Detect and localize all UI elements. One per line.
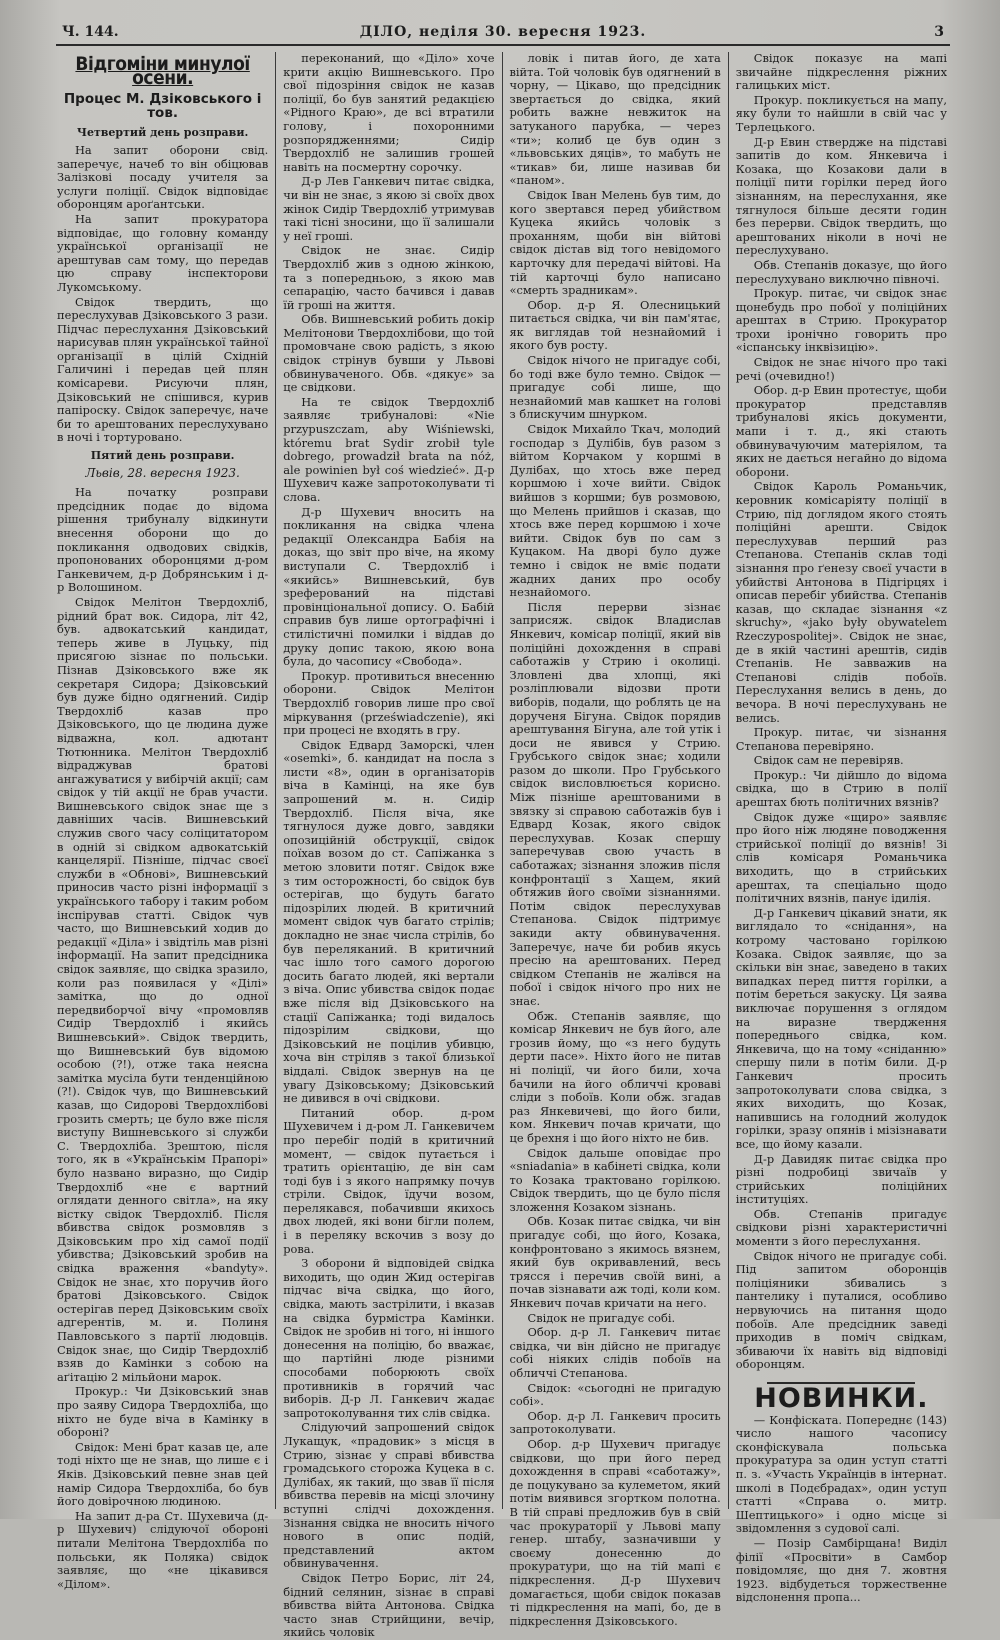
paragraph: Свідок не знає нічого про такі речі (очевидно!) (735, 355, 947, 383)
paragraph: переконаний, що «Діло» хоче крити акцію Вишневського. Про свої підозріння свідок не казав поліції, бо був занятий редакцією «Рідного Краю», де всі втратили голову, і похоронними розпорядженнями; Сидір Твердохліб не залишив грошей навіть на посмертну сорочку. (283, 51, 495, 174)
news-section-title: НОВИНКИ. (754, 1383, 929, 1414)
paragraph: Обв. Степанів доказує, що його переслухувано виключно півночі. (735, 257, 947, 286)
paragraph: Свідок не пригадує собі. (527, 1310, 676, 1325)
paragraph: Прокур.: Чи дійшло до відома свідка, що в Стрию в полії арештах бють політичних вязнів? (735, 767, 947, 810)
paragraph: Свідок Петро Борис, літ 24, бідний селянин, зізнає в справі вбивства війта Антонова. Свідка часто знав Стрийщини, вечір, якийсь чоловік (283, 1570, 495, 1640)
day-label: Пятий день розправи. (90, 449, 235, 463)
paragraph: Свідок нічого не пригадує собі. Під запитом оборонців поліціяники збивались з пантелику і путалися, особливо нервуючись на питання щодо побоїв. Але предсідник заведі приходив в поміч свідкам, збиваючи їх навіть від відповіді оборонцям. (735, 1248, 947, 1372)
paragraph: Свідок Михайло Ткач, молодий господар з Дулібів, був разом з війтом Корчаком у коршмі в Дулібах, що хтось вже перед коршмою і хоче вийти. Свідок вийшов з коршми; був розмовою, що Мелень прийшов і сказав, що хтось вже перед коршмою і хоче вийти. Свідок був по сам з Куцаком. На дворі було дуже темно і свідок не вміє подати жадних даних про особу незнайомого. (509, 422, 721, 600)
paragraph: Свідок дальше оповідає про «sniadania» в кабінеті свідка, коли то Козака трактовано горілкою. Свідок твердить, що це було після зложення Козаком зізнань. (509, 1145, 721, 1214)
column-4 (729, 51, 954, 1605)
issue-number: Ч. 144. (62, 24, 119, 40)
column-3 (503, 51, 729, 1628)
day-label: Четвертий день розправи. (76, 126, 249, 140)
paragraph: Прокур.: Чи Дзіковський знав про заяву Сидора Твердохліба, що ніхто не буде віча в Камінку в обороні? (57, 1384, 269, 1440)
column-2 (276, 51, 502, 1640)
page-number: 3 (934, 24, 944, 40)
paragraph: Свідок не знає. Сидір Твердохліб жив з одною жінкою, та з попередньою, з якою мав сепарацію, часто бачився і давав їй гроші на життя. (283, 243, 495, 312)
section-title: Відгоміни минулої осени. (75, 53, 250, 89)
paragraph: На те свідок Твердохліб заявляє трибуналові: «Nie przypuszczam, aby Wiśniewski, któremu brat Sydir zrobił tyle dobrego, prowadził brata na nóż, ale powinien był coś wiedzieć». Д-р Шухевич каже запротоколувати ті слова. (283, 394, 495, 504)
paragraph: Обор. д-р Шухевич пригадує свідкови, що при його перед дохождення в справі «саботажу», де поцукувано за кулеметом, який потім виявився згортком полотна. В тій справі предложив був в свій час прокураторії у Львові мапу генер. штабу, зазначивши у своєму донесенню до прокуратури, що на тій мапі є підкреслення. Д-р Шухевич домагається, щоби свідок показав ті підкреслення на мапі, бо, де в підкреслення Дзіковського. (509, 1436, 721, 1628)
paragraph: Слідуючий запрошений свідок Лукащук, «прадовик» з місця в Стрию, зізнає у справі вбивства громадського сторожа Куцека в с. Дулібах, як такий, що звав її після вбивства перевів на місці злочину вступні слідчі дохождення. Зізнання свідка не вносить нічого нового в опис подій, представлений актом обвинувачення. (283, 1420, 495, 1571)
article-columns (50, 51, 954, 1640)
paragraph: Свідок Едвард Заморскі, член «osemki», б. кандидат на посла з листи «8», один в організаторів віча в Камінці, на яке був запрошений м. н. Сидір Твердохліб. Після віча, яке тягнулося дуже довго, завдяки опозиційній обструкції, свідок поїхав возом до ст. Сапіжанка з метою зловити потяг. Свідок вже з тим осторожності, бо свідок був остерігав, що будуть багато підозрілих людей. В критичний момент свідок чув багато стрілів; докладно не знає числа стрілів, бо був переляканий. В критичний час ішло того самого дорогою досить багато людей, які вертали з віча. Опис убивства свідок подає вже після від Дзіковського на стації Сапіжанка; тоді видалось підозрілим свідкови, що Дзіковський не поцілив убивцю, хоча він стріляв з такої близької віддалі. Свідок звернув на це увагу Дзіковському; Дзіковський не дивився в очі свідкови. (283, 737, 495, 1106)
article-headline: Процес М. Дзіковського і тов. (63, 91, 262, 121)
paragraph: Д-р Евин ствердже на підставі запитів до ком. Янкевича і Козака, що Козакови дали в поліції пити горілки перед його зізнанням, на переслухання, яке тягнулося більше десяти годин без перерви. Свідок твердить, що арештованих ніколи в ночі не переслухувано. (735, 134, 947, 258)
paragraph: Свідок показує на мапі звичайне підкреслення ріжних галицьких міст. (735, 51, 947, 93)
paragraph: Свідок Іван Мелень був тим, до кого звертався перед убийством Куцека якийсь чоловік з проханням, щоби він війтові свідок дістав від того невідомого карточку для передачі війтові. На тій карточці було написано «смерть зрадникам». (509, 187, 721, 298)
paragraph: Після перерви зізнає заприсяж. свідок Владислав Янкевич, комісар поліції, який вів поліційні дохождення в справі саботажів у Стрию і околиці. Зловлені два хлопці, які розліплювали відозви проти виборів, подали, що роблять це на дорученя Бігуна. Свідок порядив арештування Бігуна, але той утік і доси не явився у Стрию. Грубського свідок знає; ходили разом до школи. Про Грубського свідок висловлюється корисно. Між пізніше арештованими в звязку зі справою саботажів був і Едвард Козак, якого свідок переслухував. Козак спершу заперечував свою участь в саботажах; зізнання зложив після конфронтації з Хащем, який обтяжив його своїми зізнаннями. Потім свідок переслухував Степанова. Свідок підтримує закиди акту обвинувачення. Заперечує, наче би робив якусь пресію на арештованих. Перед свідком Степанів не жалівся на побої і свідок нічого про них не знає. (509, 599, 721, 1008)
paragraph: Д-р Шухевич вносить на покликання на свідка члена редакції Олександра Бабія на доказ, що звіт про віче, на якому виступали С. Твердохліб і «якийсь» Вишневський, був зреферований на підставі провінціональної допису. О. Бабій справив був лише ортографічні і стилістичні помилки і віддав до друку допис такою, якою вона була, до часопису «Свобода». (283, 504, 495, 669)
paragraph: Обв. Вишневський робить докір Мелітонови Твердохлібови, що той промовчане свою радість, з якою свідок стрінув бувши у Львові обвинуваченого. Обв. «дякує» за це свідкови. (283, 312, 495, 395)
paragraph: Прокур. покликується на мапу, яку були то найшли в свій час у Терлецького. (735, 92, 947, 134)
paragraph: Свідок сам не перевіряв. (753, 753, 904, 768)
dateline: Львів, 28. вересня 1923. (85, 465, 240, 480)
paragraph: Свідок: Мені брат казав це, але тоді ніхто ще не знав, що лише є і Яків. Дзіковський певне знав цей намір Сидора Твердохліба, бо був його довірочною людиною. (57, 1439, 269, 1509)
paragraph: Обор. д-р Л. Ганкевич просить запротоколувати. (509, 1408, 721, 1437)
paragraph: Обж. Степанів заявляє, що комісар Янкевич не був його, але грозив йому, що «з него будуть дерти пасе». Ніхто його не питав ні поліції, чи його били, хоча бачили на його обличчі кроваві сліди з побоїв. Коли обж. згадав раз Янкевичеві, що його били, ком. Янкевич почав кричати, що це брехня і що його ніхто не бив. (509, 1008, 721, 1145)
paragraph: Свідок твердить, що переслухував Дзіковського 3 рази. Підчас переслухання Дзіковський нарисував плян української тайної організації в цілій Східній Галичині і передав цей плян комісареви. Рисуючи плян, Дзіковський не спішився, курив папіроску. Свідок заперечує, наче би то арештованих переслухувано в ночі і тортуровано. (57, 294, 269, 445)
newspaper-title-date: ДІЛО, неділя 30. вересня 1923. (359, 24, 647, 40)
paragraph: Свідок нічого не пригадує собі, бо тоді вже було темно. Свідок — пригадує собі лише, що незнайомий мав кашкет на голові з блискучим шнурком. (509, 353, 721, 422)
paragraph: Д-р Давидяк питає свідка про різні подробиці звичаїв у стрийських поліційних інституціях. (735, 1151, 947, 1207)
column-1 (50, 52, 276, 1591)
paragraph: Обв. Степанів пригадує свідкови різні характеристичні моменти з його переслухання. (735, 1206, 947, 1249)
paragraph: Д-р Лев Ганкевич питає свідка, чи він не знає, з якою зі своїх двох жінок Сидір Твердохліб утримував такі тісні зносини, що її залишали у неї гроші. (283, 174, 495, 243)
paragraph: Свідок дуже «щиро» заявляє про його ніж людяне поводження стрийської поліції до вязнів! Зі слів комісаря Романьчика виходить, що в стрийських арештах, та спеціально щодо політичних вязнів, панує ідилія. (735, 809, 947, 906)
paragraph: Обор. д-р Я. Олесницький питається свідка, чи він пам'ятає, як виглядав той незнайомий і якого був росту. (509, 297, 721, 353)
paragraph: На початку розправи предсідник подає до відома рішення трибуналу відкинути внесення оборони що до покликання одводових свідків, пропонованих оборонцями д-ром Ганкевичем, д-р Добрянським і д-р Волошином. (57, 485, 269, 595)
news-item: — Позір Самбірщана! Виділ філії «Просвіти» в Самбор повідомляє, що дня 7. жовтня 1923. відбудеться торжественне відслонення пропа... (735, 1535, 947, 1605)
paragraph: На запит оборони свід. заперечує, начеб то він обіцював Залізкові посаду учителя за услуги поліції. Свідок відповідає оборонцям ароґантськи. (57, 142, 269, 212)
paragraph: На запит д-ра Ст. Шухевича (д-р Шухевич) слідуючої обороні питали Мелітона Твердохліба по польськи, як Поляка) свідок заявляє, що «не цікавився «Ділом». (57, 1508, 269, 1591)
paragraph: Питаний обор. д-ром Шухевичем і д-ром Л. Ганкевичем про перебіг подій в критичний момент, — свідок путається і тратить орієнтацію, де він сам тоді був і з якого напрямку почув стріли. Свідок, їдучи возом, перелякався, побачивши якихось двох людей, які вони бігли полем, і в переляку вскочив з возу до рова. (283, 1105, 495, 1256)
paragraph: Прокур. питає, чи зізнання Степанова перевіряно. (735, 725, 947, 753)
paragraph: Д-р Ганкевич цікавий знати, як виглядало то «снідання», на котрому частовано горілкою Козака. Свідок заявляє, що за скільки він знає, заведено в таких випадках перед пиття горілки, а потім береться закуску. Ця заява виключає порушення з оглядом на виразне твердження попереднього свідка, ком. Янкевича, що на тому «сніданню» спершу пили в потім били. Д-р Ганкевич просить запротоколувати слова свідка, з яких виходить, що Козак, напившись на голодний жолудок горілки, зразу опянів і мізізнавати все, що йому казали. (735, 905, 947, 1151)
paragraph: Свідок: «сьогодні не пригадую собі». (509, 1380, 721, 1409)
paragraph: Обор. д-р Евин протестує, щоби прокуратор представляв трибуналові якісь документи, мапи і т. д., які стають обвинувачуючим матеріялом, та яких не дається негайно до відома оборони. (735, 383, 947, 479)
paragraph: На запит прокуратора відповідає, що головну команду української організації не арештував сам тому, що передав цю справу інспекторови Лукомському. (57, 211, 269, 294)
paragraph: Прокур. питає, чи свідок знає щонебудь про побої у поліційних арештах в Стрию. Прокуратор трохи іронічно говорить про «іспанську інквізицію». (735, 286, 947, 355)
paragraph: З оборони й відповідей свідка виходить, що один Жид остерігав підчас віча свідка, що його, свідка, мають застрілити, і вказав на свідка бурмістра Камінки. Свідок не зробив ні того, ні іншого донесення на поліцію, бо вважає, що партійні люде різними способами поборюють своїх противників в горячий час виборів. Д-р Л. Ганкевич жадає запротоколування тих слів свідка. (283, 1256, 495, 1420)
news-item: — Конфіската. Попереднє (143) число нашого часопису сконфіскувала польська прокуратура за один уступ статті п. з. «Участь Українців в інтернат. школі в Подєбрадах», один уступ статті «Справа о. митр. Шептицького» і одно місце зі звідомлення з судової салі. (735, 1412, 947, 1536)
paragraph: Свідок Мелітон Твердохліб, рідний брат вок. Сидора, літ 42, був. адвокатський кандидат, теперь живе в Луцьку, під присягою зізнає по польськи. Пізнав Дзіковського вже як секретаря Сидора; Дзіковський був дуже бідно одягнений. Сидір Твердохліб казав про Дзіковського, що це людина дуже відважна, кол. адютант Тютюнника. Мелітон Твердохліб відраджував братові ангажуватися у вибірчій акції; сам свідок у тій акції не брав участи. Вишневського свідок знає ще з давніших часів. Вишневський служив свого часу соліцитатором в одній зі свідком адвокатській канцелярії. Пізніше, підчас своєї служби в «Обнові», Вишневський приносив часто різні інформації з українського табору і таким робом інспірував статті. Свідок чув часто, що Вишневський ходив до редакції «Діла» і звідтіль мав різні інформації. На запит предсідника свідок заявляє, що свідка зразило, коли раз появилася у «Ділі» замітка, що до одної передвиборчої вічу «промовляв Сидір Твердохліб і якийсь Вишневський». Свідок твердить, що Вишневський був відомою особою (?!), отже така неясна замітка мусіла бути тенденційною (?!). Свідок чув, що Вишневський казав, що Сидорові Твердохлібові грозить смерть; це було вже після виступу Вишневського зі служби С. Твердохліба. Зрештою, після того, як в «Українськім Прапорі» було названо виразно, що Сидір Твердохліб «не є вартний оглядати денного світла», на яку вістку свідок Твердохліб. Після вбивства свідок розмовляв з Дзіковським про хід самої події убивства; Дзіковський зробив на свідка враження «bandyty». Свідок не знає, хто поручив його братові Дзіковського. Свідок остерігав перед Дзіковським своїх адгерентів, м. и. Полиня Павловського з партії людовців. Свідок знає, що Сидір Твердохліб взяв до Камінки з собою на аґітацію 2 мільйони марок. (57, 594, 269, 1384)
paragraph: Обв. Козак питає свідка, чи він пригадує собі, що його, Козака, конфронтовано з якимось вязнем, який був окривавлений, весь трясся і перечив своїй вині, а почав зізнавати аж тоді, коли ком. Янкевич почав кричати на него. (509, 1214, 721, 1311)
paragraph: Обор. д-р Л. Ганкевич питає свідка, чи він дійсно не пригадує собі ніяких слідів побоїв на обличчі Степанова. (509, 1325, 721, 1380)
paragraph: Свідок Кароль Романьчик, керовник комісаріяту поліції в Стрию, під доглядом якого стоять поліційні арешти. Свідок переслухував перший раз Степанова. Степанів склав тоді зізнання про ґенезу своєї участи в убийстві Антонова в Підгірцях і описав перебіг убийства. Степанів казав, що складає зізнання «z skruchy», «jako były obywatelem Rzeczypospolitej». Свідок не знає, де в якій частині арештів, сидів Степанів. Не завважив на Степанові слідів побоїв. Переслухання велись в день, до вечора. В ночі переслухувань не велись. (735, 479, 947, 725)
page-header (56, 22, 950, 46)
paragraph: Прокур. противиться внесенню оборони. Свідок Мелітон Твердохліб говорив лише про свої міркування (przeświadczenie), які при процесі не входять в гру. (283, 668, 495, 738)
paragraph: ловік і питав його, де хата війта. Той чоловік був одягнений в чорну, — Цікаво, що предсідник звертається до свідка, який робить важне невжиток на затуканого парубка, — через «ти»; колиб це був один з «львовських дяців», то мабуть не «тикав» би, лише називав би «паном». (509, 51, 721, 188)
